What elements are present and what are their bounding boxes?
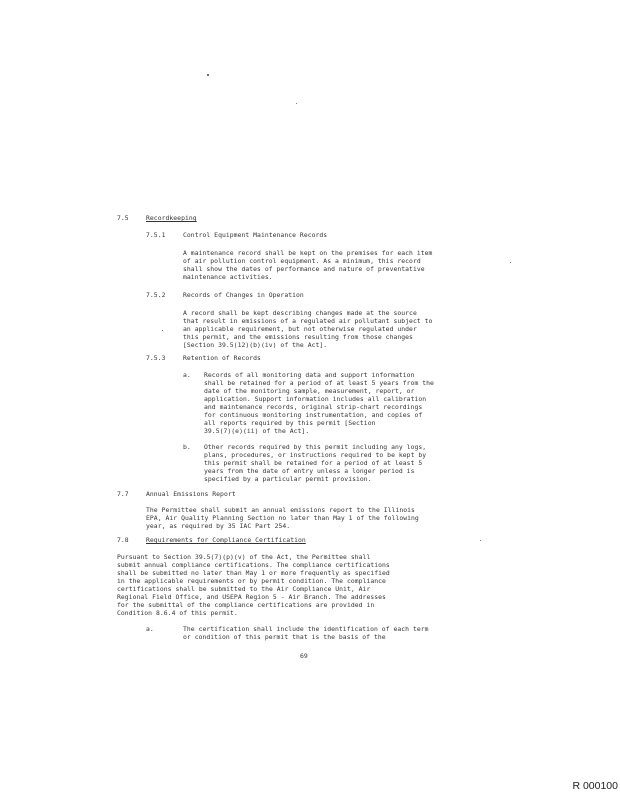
p4-l2: submit annual compliance certifications. The compliance certifications: [117, 561, 390, 569]
p2-l1: A record shall be kept describing changes made at the source: [183, 309, 417, 317]
p4-l4: in the applicable requirements or by permit condition. The compliance: [117, 577, 386, 585]
h-7-8: 7.8: [117, 536, 129, 544]
pc-l1: The certification shall include the identification of each term: [183, 625, 429, 633]
p3-l2: EPA, Air Quality Planning Section no later than May 1 of the following: [146, 514, 419, 522]
p2-l3: an applicable requirement, but not otherwise regulated under: [183, 325, 417, 333]
pa-l8: 39.5(7)(e)(ii) of the Act].: [204, 427, 310, 435]
h-7-5-3-title: Retention of Records: [183, 354, 261, 362]
p1-l3: shall show the dates of performance and nature of preventative: [183, 265, 425, 273]
scan-speck: [162, 330, 163, 331]
pa-l1: Records of all monitoring data and support information: [204, 371, 415, 379]
pb-l2: plans, procedures, or instructions required to be kept by: [204, 451, 427, 459]
h-7-7-title: Annual Emissions Report: [146, 490, 236, 498]
bates-number: R 000100: [572, 780, 618, 792]
h-7-5: 7.5: [117, 214, 129, 222]
pb-l3: this permit shall be retained for a period of at least 5: [204, 459, 423, 467]
b-label: b.: [183, 443, 191, 451]
scan-speck: [480, 540, 481, 541]
page-number: 69: [300, 652, 308, 660]
scan-speck: [296, 103, 297, 104]
p3-l1: The Permittee shall submit an annual emissions report to the Illinois: [146, 506, 415, 514]
pa-l5: and maintenance records, original strip-chart recordings: [204, 403, 423, 411]
h-7-5-1-title: Control Equipment Maintenance Records: [183, 231, 328, 239]
p4-l8: Condition 8.6.4 of this permit.: [117, 609, 238, 617]
pb-l1: Other records required by this permit including any logs,: [204, 443, 427, 451]
pc-l2: or condition of this permit that is the basis of the: [183, 633, 386, 641]
h-7-8-title: Requirements for Compliance Certification: [146, 536, 306, 544]
h-7-5-1: 7.5.1: [146, 231, 166, 239]
p3-l3: year, as required by 35 IAC Part 254.: [146, 522, 291, 530]
pa-l6: for continuous monitoring instrumentation, and copies of: [204, 411, 423, 419]
p2-l2: that result in emissions of a regulated air pollutant subject to: [183, 317, 433, 325]
a-label: a.: [183, 371, 191, 379]
pb-l5: specified by a particular permit provision.: [204, 475, 372, 483]
pa-l2: shall be retained for a period of at least 5 years from the: [204, 379, 434, 387]
h-7-5-3: 7.5.3: [146, 354, 166, 362]
p2-l4: this permit, and the emissions resulting from those changes: [183, 333, 413, 341]
p1-l2: of air pollution control equipment. As a minimum, this record: [183, 257, 421, 265]
h-7-5-2-title: Records of Changes in Operation: [183, 291, 304, 299]
c-label: a.: [146, 625, 154, 633]
pa-l7: all reports required by this permit [Section: [204, 419, 376, 427]
h-recordkeeping: Recordkeeping: [146, 214, 197, 222]
pb-l4: years from the date of entry unless a longer period is: [204, 467, 415, 475]
h-7-7: 7.7: [117, 490, 129, 498]
p4-l5: certifications shall be submitted to the Air Compliance Unit, Air: [117, 585, 371, 593]
p2-l5: [Section 39.5(12)(b)(iv) of the Act].: [183, 341, 328, 349]
pa-l4: application. Support information includes all calibration: [204, 395, 427, 403]
p4-l6: Regional Field Office, and USEPA Region 5 - Air Branch. The addresses: [117, 593, 386, 601]
p4-l1: Pursuant to Section 39.5(7)(p)(v) of the Act, the Permittee shall: [117, 553, 371, 561]
scan-speck: [510, 262, 511, 263]
h-7-5-2: 7.5.2: [146, 291, 166, 299]
p1-l1: A maintenance record shall be kept on the premises for each item: [183, 249, 433, 257]
pa-l3: date of the monitoring sample, measurement, report, or: [204, 387, 415, 395]
p4-l3: shall be submitted no later than May 1 or more frequently as specified: [117, 569, 390, 577]
p4-l7: for the submittal of the compliance certifications are provided in: [117, 601, 375, 609]
p1-l4: maintenance activities.: [183, 273, 273, 281]
scan-speck: [207, 74, 209, 76]
